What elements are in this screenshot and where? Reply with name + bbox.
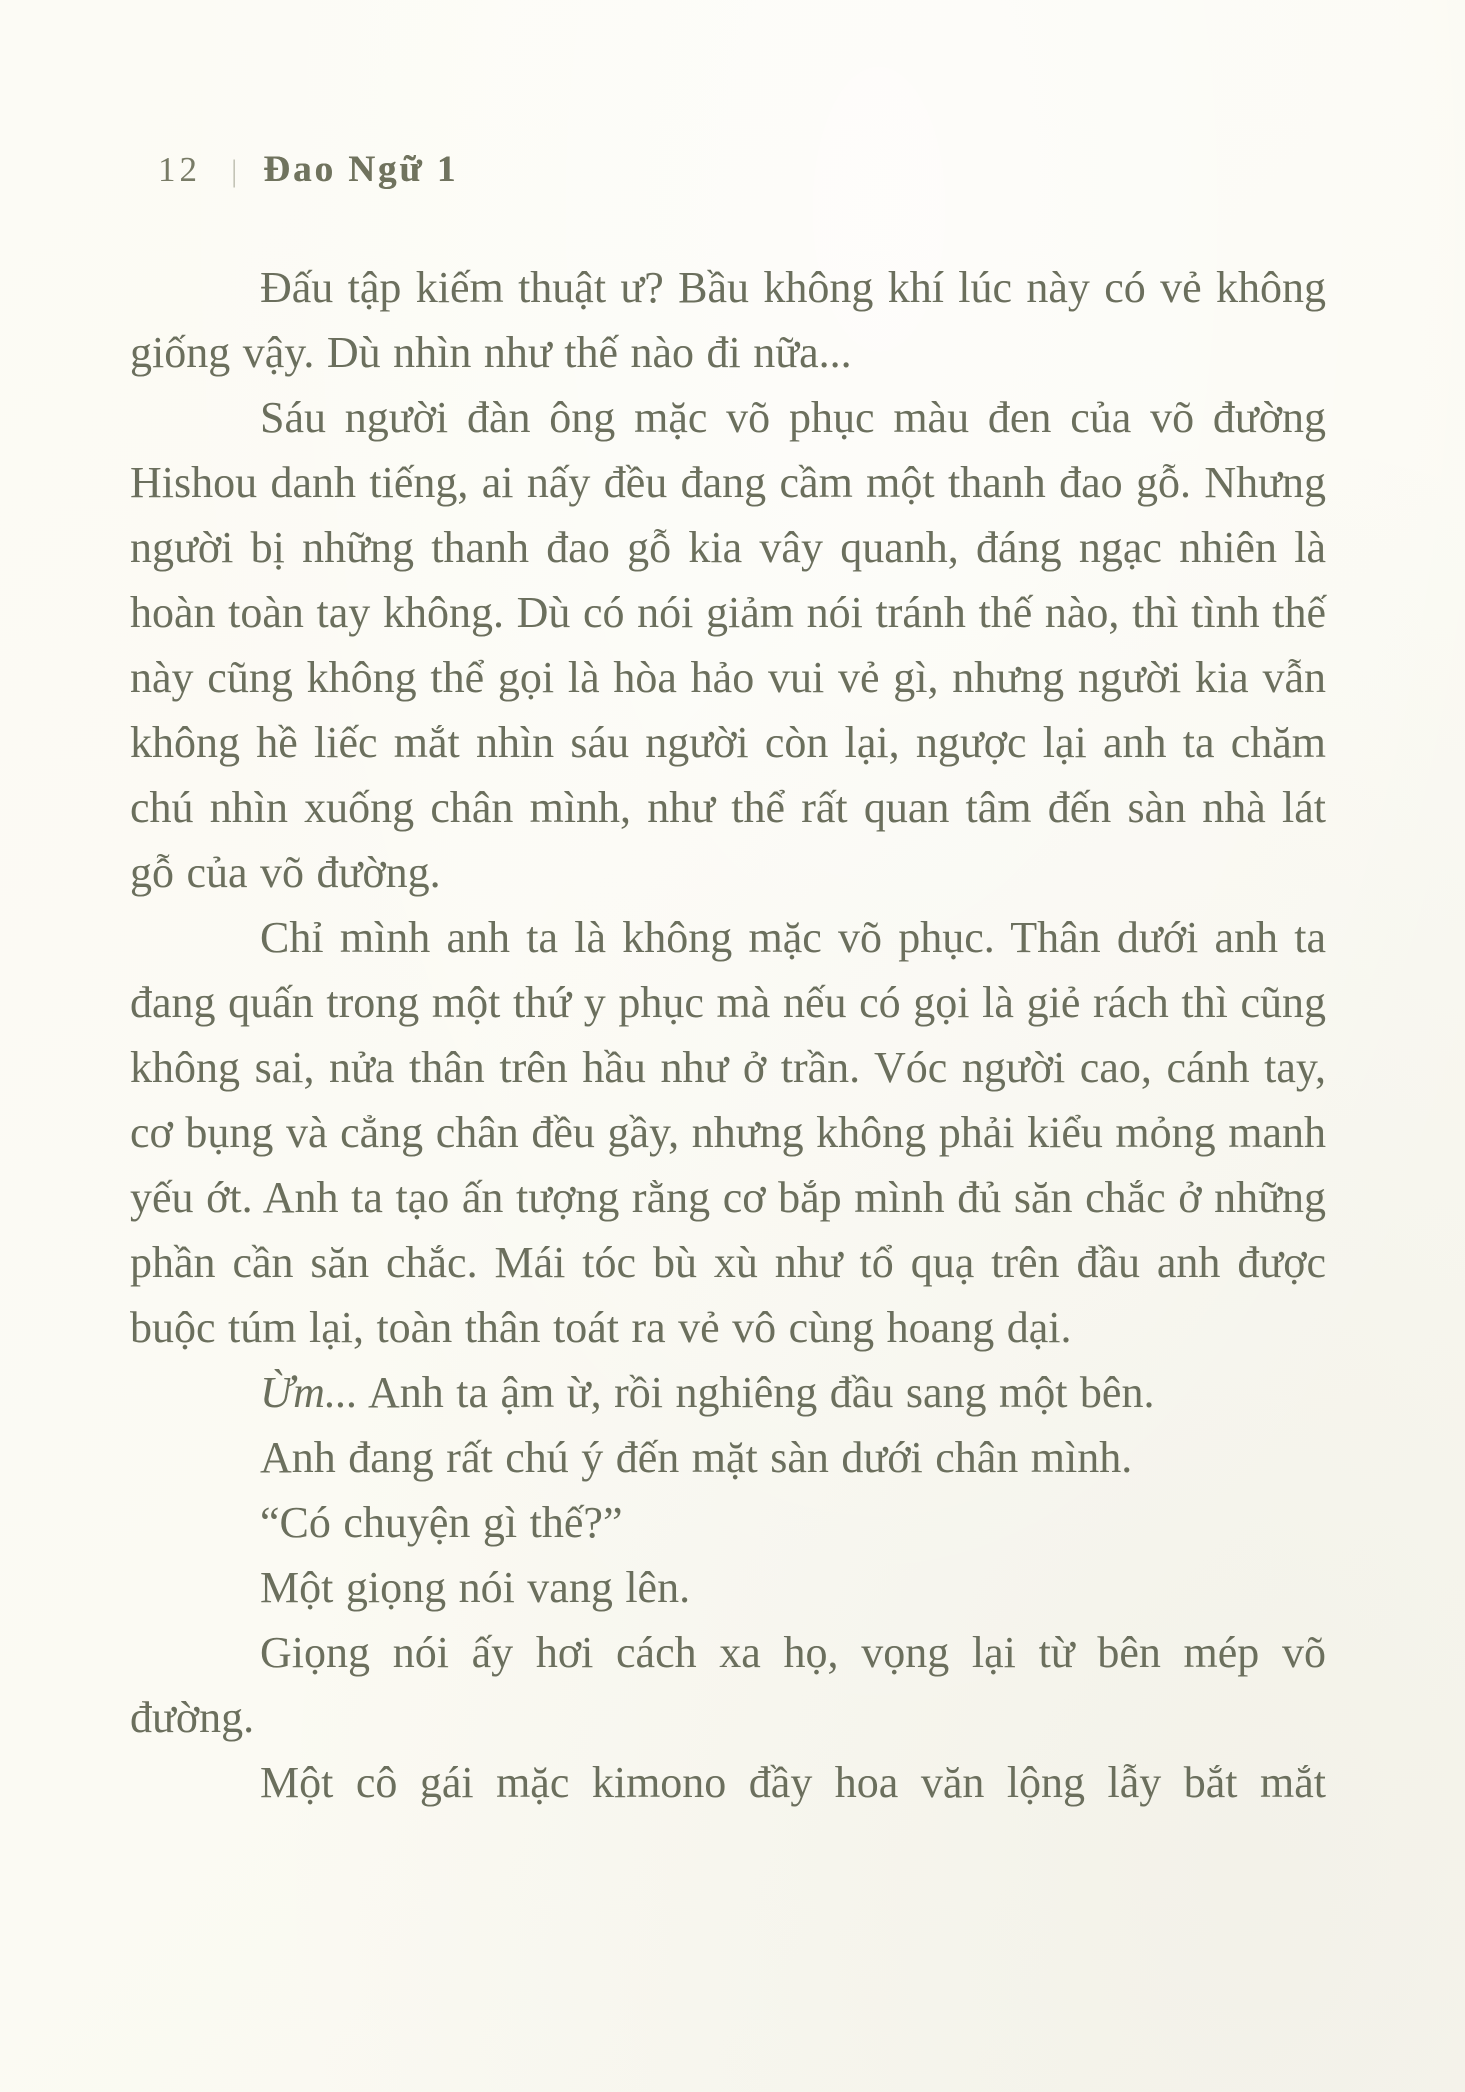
paragraph-text: Anh ta ậm ừ, rồi nghiêng đầu sang một bên. — [357, 1368, 1155, 1417]
running-header — [158, 148, 458, 191]
paragraph: Chỉ mình anh ta là không mặc võ phục. Thân dưới anh ta đang quấn trong một thứ y phục mà nếu có gọi là giẻ rách thì cũng không sai, nửa thân trên hầu như ở trần. Vóc người cao, cánh tay, cơ bụng và cẳng chân đều gầy, nhưng không phải kiểu mỏng manh yếu ớt. Anh ta tạo ấn tượng rằng cơ bắp mình đủ săn chắc ở những phần cần săn chắc. Mái tóc bù xù như tổ quạ trên đầu anh được buộc túm lại, toàn thân toát ra vẻ vô cùng hoang dại. — [130, 913, 1326, 1352]
paragraph: Đấu tập kiếm thuật ư? Bầu không khí lúc này có vẻ không giống vậy. Dù nhìn như thế nào đi nữa... — [130, 263, 1326, 377]
paragraph-italic-lead: Ừm... — [260, 1368, 358, 1417]
paragraph: Sáu người đàn ông mặc võ phục màu đen của võ đường Hishou danh tiếng, ai nấy đều đang cầm một thanh đao gỗ. Nhưng người bị những thanh đao gỗ kia vây quanh, đáng ngạc nhiên là hoàn toàn tay không. Dù có nói giảm nói tránh thế nào, thì tình thế này cũng không thể gọi là hòa hảo vui vẻ gì, nhưng người kia vẫn không hề liếc mắt nhìn sáu người còn lại, ngược lại anh ta chăm chú nhìn xuống chân mình, như thể rất quan tâm đến sàn nhà lát gỗ của võ đường. — [130, 393, 1326, 897]
page-number: 12 — [158, 150, 201, 189]
paragraph: Một cô gái mặc kimono đầy hoa văn lộng lẫy bắt mắt — [260, 1758, 1326, 1807]
header-separator: | — [232, 153, 236, 188]
paragraph: Anh đang rất chú ý đến mặt sàn dưới chân mình. — [260, 1433, 1133, 1482]
page-body — [130, 255, 1326, 1815]
paragraph — [130, 1360, 1326, 1425]
paragraph: “Có chuyện gì thế?” — [260, 1498, 623, 1547]
book-title: Đao Ngữ 1 — [263, 149, 459, 190]
paragraph: Giọng nói ấy hơi cách xa họ, vọng lại từ bên mép võ đường. — [130, 1628, 1326, 1742]
paragraph: Một giọng nói vang lên. — [260, 1563, 691, 1612]
